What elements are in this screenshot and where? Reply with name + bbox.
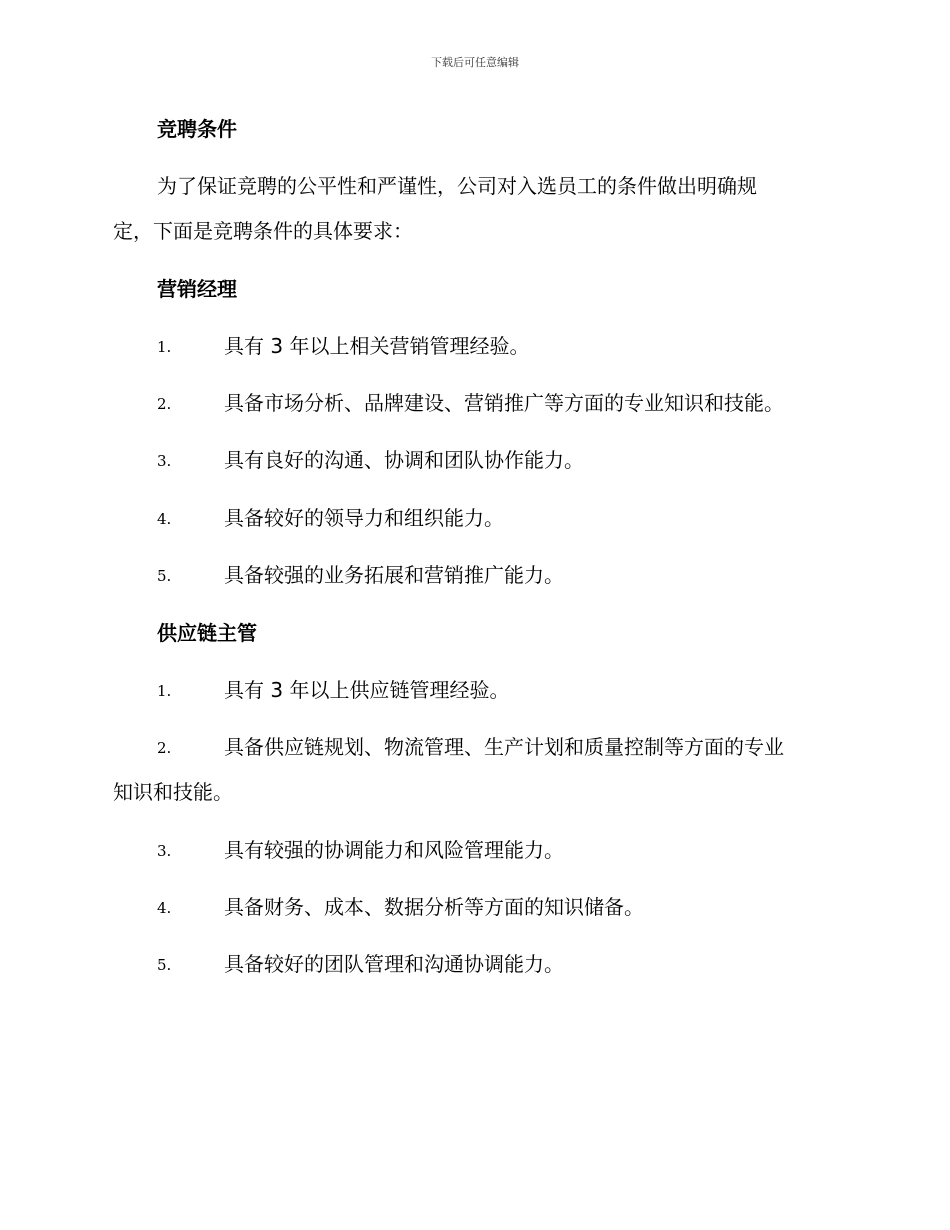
list-item-number: 3. xyxy=(157,452,172,470)
list-item-number: 3. xyxy=(157,842,172,860)
list-item-number: 5. xyxy=(157,956,172,974)
list-item-text: 具有良好的沟通、协调和团队协作能力。 xyxy=(224,448,584,472)
list-item-number: 2. xyxy=(157,395,172,413)
list-item-number: 4. xyxy=(157,510,172,528)
list-item-number: 4. xyxy=(157,899,172,917)
list-item-text: 具备较强的业务拓展和营销推广能力。 xyxy=(224,563,564,587)
list-item-text: 具备较好的团队管理和沟通协调能力。 xyxy=(224,952,564,976)
list-item-text: 具备市场分析、品牌建设、营销推广等方面的专业知识和技能。 xyxy=(224,391,784,415)
list-item-text: 具备财务、成本、数据分析等方面的知识储备。 xyxy=(224,895,644,919)
list-item-text: 具备较好的领导力和组织能力。 xyxy=(224,506,504,530)
page-title: 竞聘条件 xyxy=(157,117,237,141)
list-item-number: 5. xyxy=(157,567,172,585)
header-note: 下载后可任意编辑 xyxy=(431,56,519,69)
list-item-text: 具有 3 年以上相关营销管理经验。 xyxy=(224,334,530,358)
section-heading-marketing-manager: 营销经理 xyxy=(157,277,237,301)
list-item-text: 具有较强的协调能力和风险管理能力。 xyxy=(224,838,564,862)
section-heading-supply-chain-supervisor: 供应链主管 xyxy=(157,621,257,645)
list-item-text: 具有 3 年以上供应链管理经验。 xyxy=(224,678,510,702)
list-item-number: 1. xyxy=(157,338,172,356)
intro-line-1: 为了保证竞聘的公平性和严谨性，公司对入选员工的条件做出明确规 xyxy=(157,174,757,198)
list-item-number: 2. xyxy=(157,739,172,757)
list-item-continuation: 知识和技能。 xyxy=(113,780,233,804)
list-item-text: 具备供应链规划、物流管理、生产计划和质量控制等方面的专业 xyxy=(224,735,784,759)
list-item-number: 1. xyxy=(157,682,172,700)
intro-line-2: 定，下面是竞聘条件的具体要求： xyxy=(113,219,413,243)
